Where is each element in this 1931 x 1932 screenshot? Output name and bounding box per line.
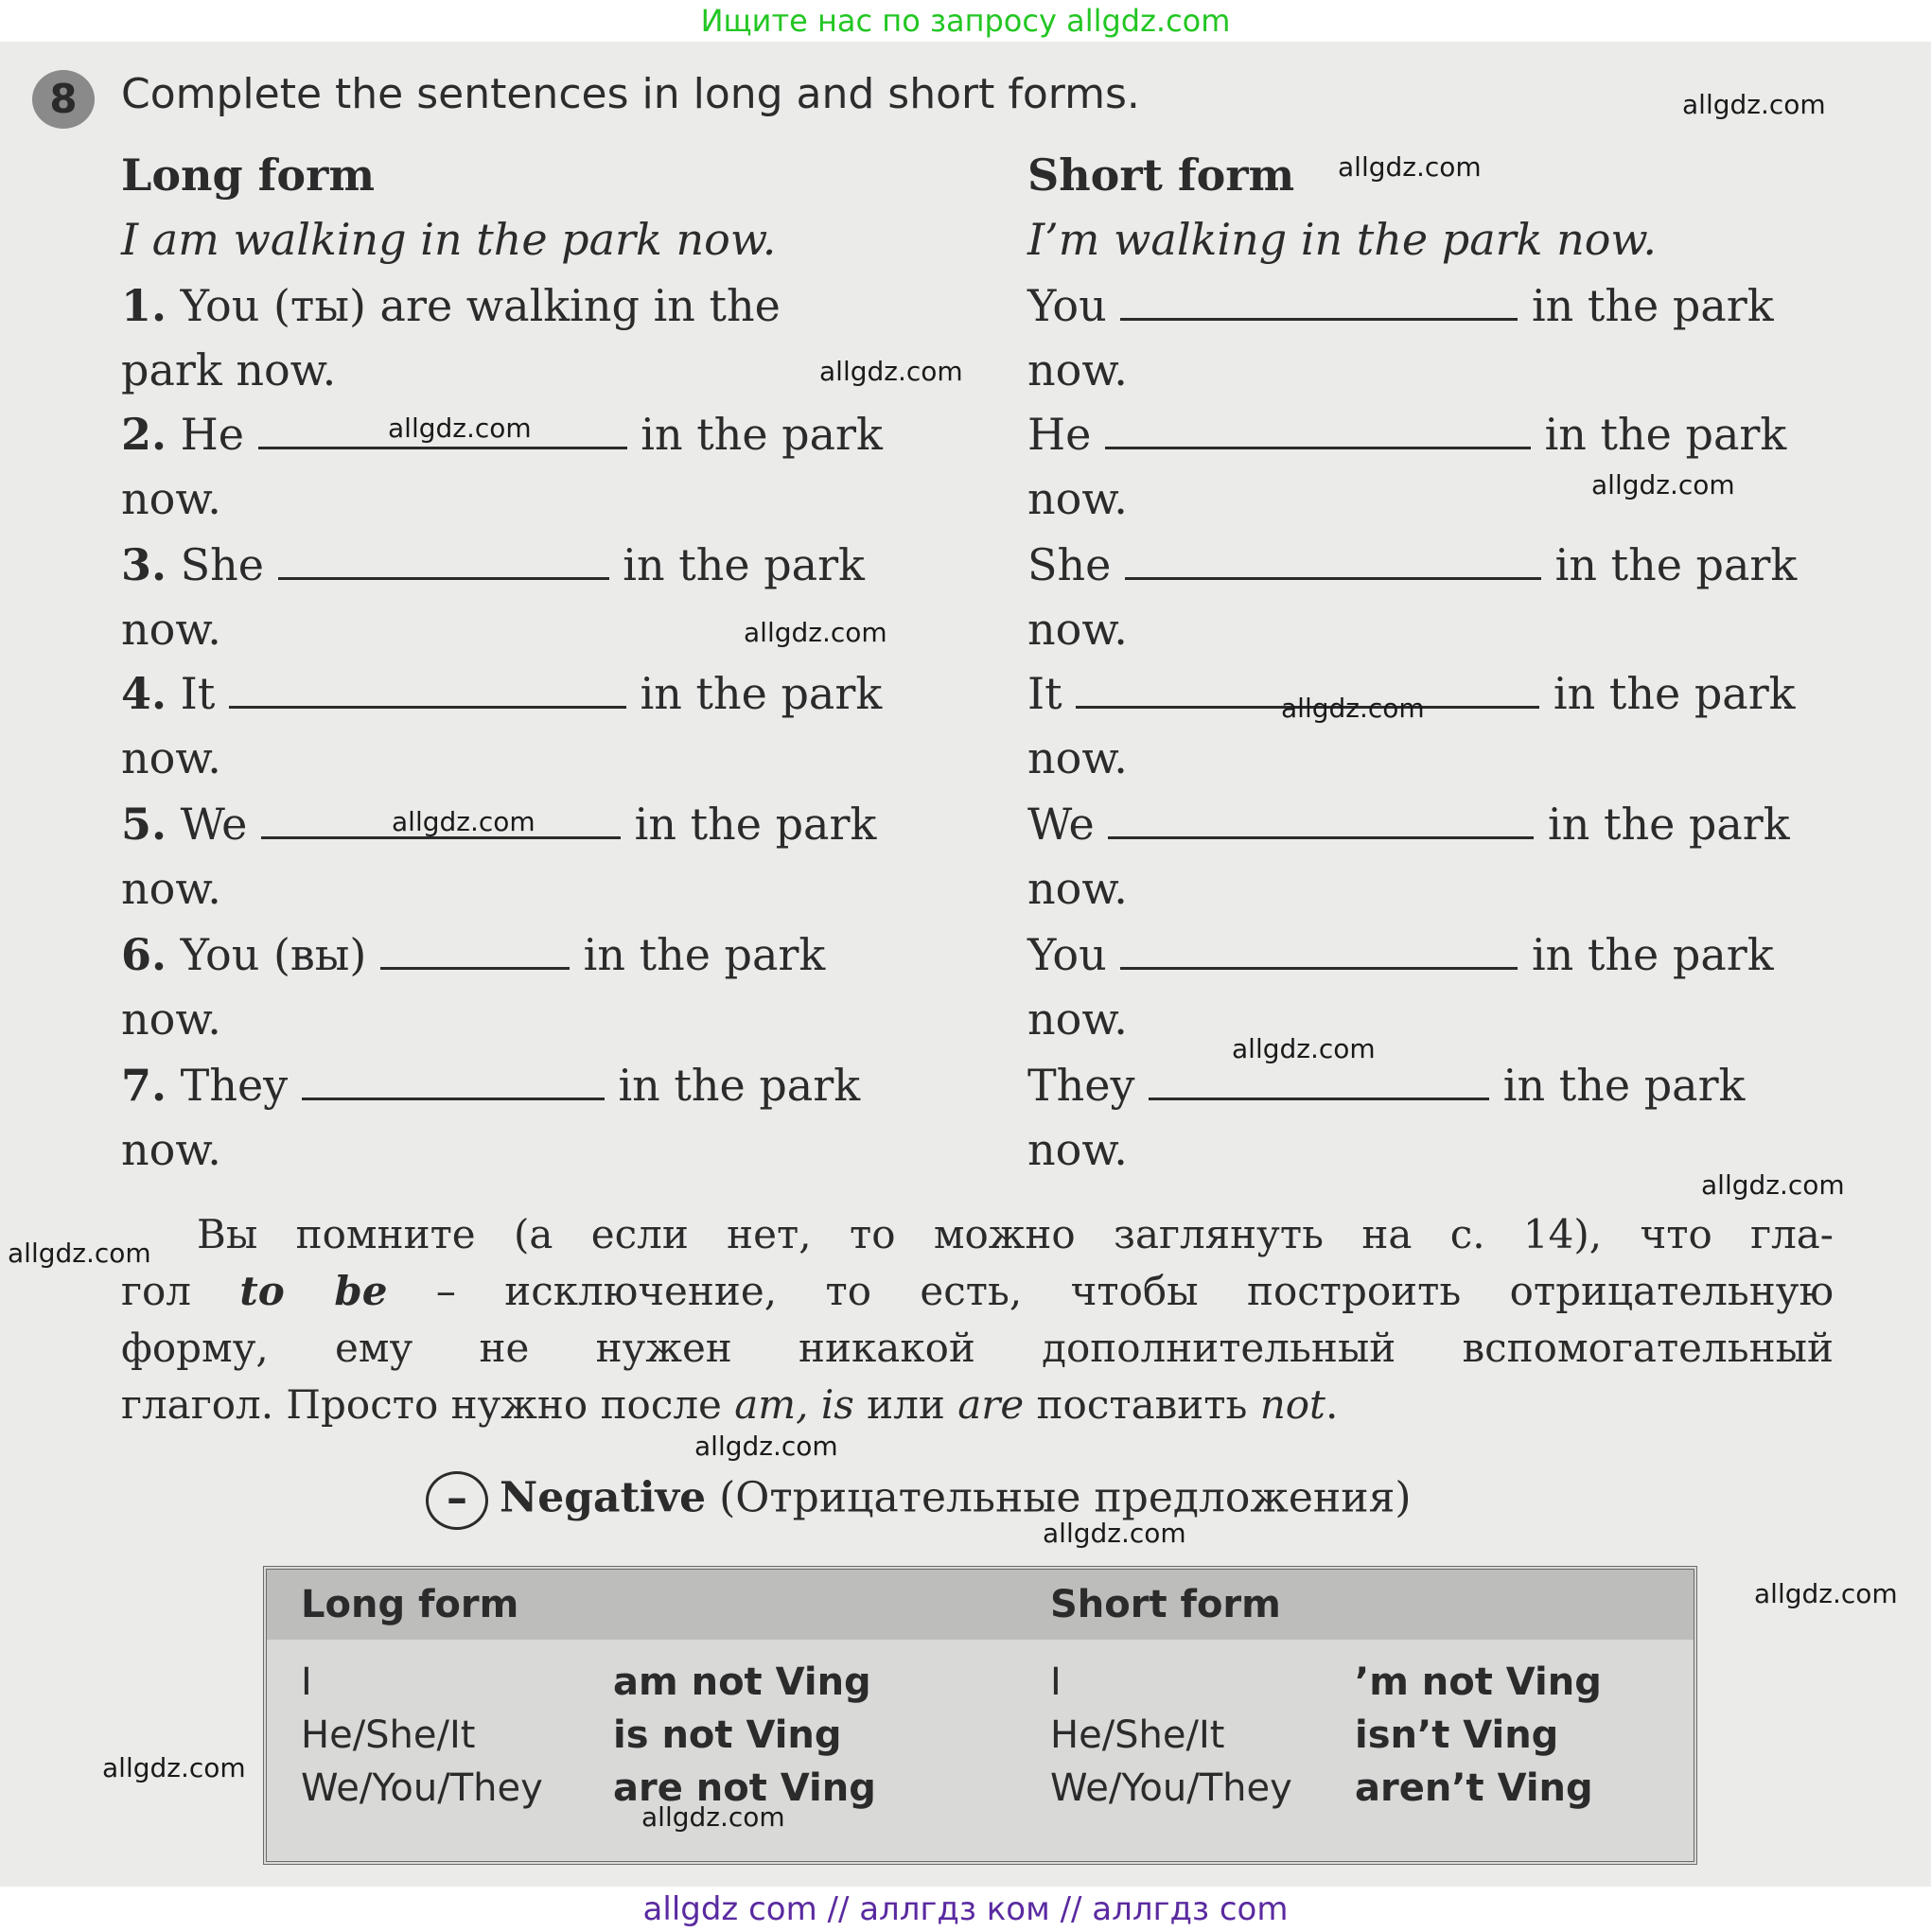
table-long-form: is not Ving [613, 1713, 842, 1757]
task-number-badge: 8 [32, 70, 95, 129]
row-short-tail: in the park [1531, 929, 1774, 980]
answer-blank[interactable] [1105, 409, 1531, 449]
row-long-tail: in the park [623, 539, 865, 590]
exercise-row-3-long [121, 539, 865, 590]
row-short-subject: She [1027, 539, 1112, 590]
table-long-form: are not Ving [613, 1766, 876, 1810]
row-short-tail: in the park [1554, 539, 1798, 590]
row-number: 7. [121, 1060, 167, 1111]
top-banner: Ищите нас по запросу allgdz.com [0, 0, 1931, 42]
negative-section-title [426, 1471, 1412, 1530]
keyword-are: are [957, 1381, 1025, 1428]
text: или [853, 1381, 958, 1428]
row-long-subject: She [180, 539, 265, 590]
exercise-row-5-short-now: now. [1027, 863, 1128, 914]
table-header-short: Short form [1050, 1583, 1281, 1626]
row-short-subject: It [1027, 668, 1062, 719]
row-long-text: You (ты) are walking in the [180, 280, 781, 331]
answer-blank[interactable] [380, 929, 570, 970]
bottom-banner: allgdz com // аллгдз ком // аллгдз com [0, 1887, 1931, 1932]
exercise-row-2-short [1027, 409, 1786, 460]
long-form-header: Long form [121, 149, 376, 201]
table-header-long: Long form [301, 1583, 519, 1626]
table-subject: We/You/They [1050, 1766, 1292, 1810]
rule-paragraph [121, 1206, 1834, 1433]
exercise-row-6-long-now: now. [121, 993, 221, 1045]
row-long-subject: He [180, 409, 244, 460]
row-short-tail: in the park [1544, 409, 1787, 460]
keyword-not: not [1259, 1381, 1325, 1428]
table-long-form: am not Ving [613, 1660, 871, 1704]
watermark: allgdz.com [744, 617, 887, 648]
row-long-subject: They [180, 1060, 289, 1111]
watermark: allgdz.com [102, 1752, 246, 1783]
answer-blank[interactable] [1120, 929, 1518, 970]
watermark: allgdz.com [641, 1801, 785, 1833]
text: глагол. Просто нужно после [121, 1381, 735, 1428]
row-short-subject: You [1027, 280, 1107, 331]
row-number: 1. [121, 280, 167, 331]
long-form-example: I am walking in the park now. [121, 214, 777, 265]
watermark: allgdz.com [1682, 89, 1826, 120]
answer-blank[interactable] [1125, 539, 1541, 580]
paragraph-line-2 [121, 1263, 1834, 1320]
exercise-row-6-short-now: now. [1027, 993, 1128, 1045]
answer-blank[interactable] [1108, 799, 1534, 839]
answer-blank[interactable] [278, 539, 609, 580]
watermark: allgdz.com [819, 356, 963, 387]
paragraph-line-1: Вы помните (а если нет, то можно заглянуть на с. 14), что гла- [197, 1211, 1834, 1257]
exercise-row-3-long-now: now. [121, 604, 221, 655]
text: . [1325, 1381, 1339, 1428]
watermark: allgdz.com [1701, 1169, 1845, 1201]
answer-blank[interactable] [1149, 1060, 1489, 1100]
row-short-tail: in the park [1502, 1060, 1746, 1111]
negative-forms-table [263, 1566, 1697, 1865]
table-subject: I [1050, 1660, 1062, 1704]
exercise-row-7-long [121, 1060, 860, 1111]
watermark: allgdz.com [1338, 151, 1482, 183]
watermark: allgdz.com [1754, 1578, 1898, 1609]
watermark: allgdz.com [1043, 1518, 1186, 1549]
exercise-row-4-long [121, 668, 882, 719]
exercise-row-7-long-now: now. [121, 1124, 221, 1175]
row-long-tail: in the park [640, 668, 883, 719]
table-short-form: ’m not Ving [1355, 1660, 1602, 1704]
row-long-subject: It [180, 668, 216, 719]
text: – исключение, то есть, чтобы построить отрицательную [387, 1268, 1834, 1314]
negative-title-en: Negative [500, 1473, 707, 1522]
exercise-row-4-short-now: now. [1027, 732, 1128, 783]
table-subject: He/She/It [301, 1713, 476, 1757]
text: гол [121, 1268, 240, 1314]
table-subject: We/You/They [301, 1766, 543, 1810]
exercise-row-4-long-now: now. [121, 732, 221, 783]
answer-blank[interactable] [229, 668, 626, 709]
paragraph-line-3: форму, ему не нужен никакой дополнительный вспомогательный [121, 1325, 1834, 1371]
exercise-row-1-short [1027, 280, 1774, 331]
watermark: allgdz.com [1281, 693, 1425, 724]
table-subject: He/She/It [1050, 1713, 1225, 1757]
row-long-tail: in the park [634, 799, 877, 850]
watermark: allgdz.com [1232, 1033, 1376, 1064]
row-number: 3. [121, 539, 167, 590]
row-long-tail: in the park [618, 1060, 861, 1111]
exercise-row-3-short [1027, 539, 1797, 590]
row-short-subject: They [1027, 1060, 1135, 1111]
row-long-tail: in the park [641, 409, 883, 460]
table-short-form: isn’t Ving [1355, 1713, 1559, 1757]
minus-circle-icon: – [426, 1471, 488, 1530]
row-number: 5. [121, 799, 167, 850]
answer-blank[interactable] [1120, 280, 1518, 321]
exercise-row-1-long [121, 280, 781, 331]
row-short-subject: You [1027, 929, 1107, 980]
watermark: allgdz.com [392, 806, 535, 837]
answer-blank[interactable] [302, 1060, 605, 1100]
negative-title-ru: (Отрицательные предложения) [706, 1473, 1412, 1522]
exercise-row-7-short [1027, 1060, 1745, 1111]
row-number: 2. [121, 409, 167, 460]
table-short-form: aren’t Ving [1355, 1766, 1593, 1810]
exercise-row-6-long [121, 929, 825, 980]
row-short-subject: We [1027, 799, 1095, 850]
exercise-row-2-short-now: now. [1027, 473, 1128, 524]
table-subject: I [301, 1660, 312, 1704]
task-instruction: Complete the sentences in long and short forms. [121, 70, 1140, 118]
keyword-to-be: to be [239, 1268, 388, 1314]
row-long-subject: You (вы) [180, 929, 367, 980]
exercise-row-1-long-cont: park now. [121, 344, 337, 395]
row-long-subject: We [180, 799, 248, 850]
exercise-row-5-long-now: now. [121, 863, 221, 914]
paragraph-line-4 [121, 1377, 1834, 1433]
exercise-row-7-short-now: now. [1027, 1124, 1128, 1175]
short-form-example: I’m walking in the park now. [1027, 214, 1657, 265]
row-number: 6. [121, 929, 167, 980]
short-form-header: Short form [1027, 149, 1295, 201]
watermark: allgdz.com [388, 413, 532, 444]
row-short-tail: in the park [1548, 799, 1790, 850]
exercise-row-5-short [1027, 799, 1790, 850]
exercise-row-1-short-now: now. [1027, 344, 1128, 395]
watermark: allgdz.com [694, 1431, 838, 1462]
row-short-tail: in the park [1553, 668, 1796, 719]
text: поставить [1024, 1381, 1260, 1428]
row-long-tail: in the park [583, 929, 826, 980]
keyword-am-is: am, is [734, 1381, 854, 1428]
row-short-tail: in the park [1531, 280, 1774, 331]
exercise-row-3-short-now: now. [1027, 604, 1128, 655]
exercise-row-6-short [1027, 929, 1774, 980]
row-number: 4. [121, 668, 167, 719]
watermark: allgdz.com [1591, 469, 1735, 501]
row-short-subject: He [1027, 409, 1092, 460]
exercise-row-2-long-now: now. [121, 473, 221, 524]
watermark: allgdz.com [8, 1238, 151, 1269]
